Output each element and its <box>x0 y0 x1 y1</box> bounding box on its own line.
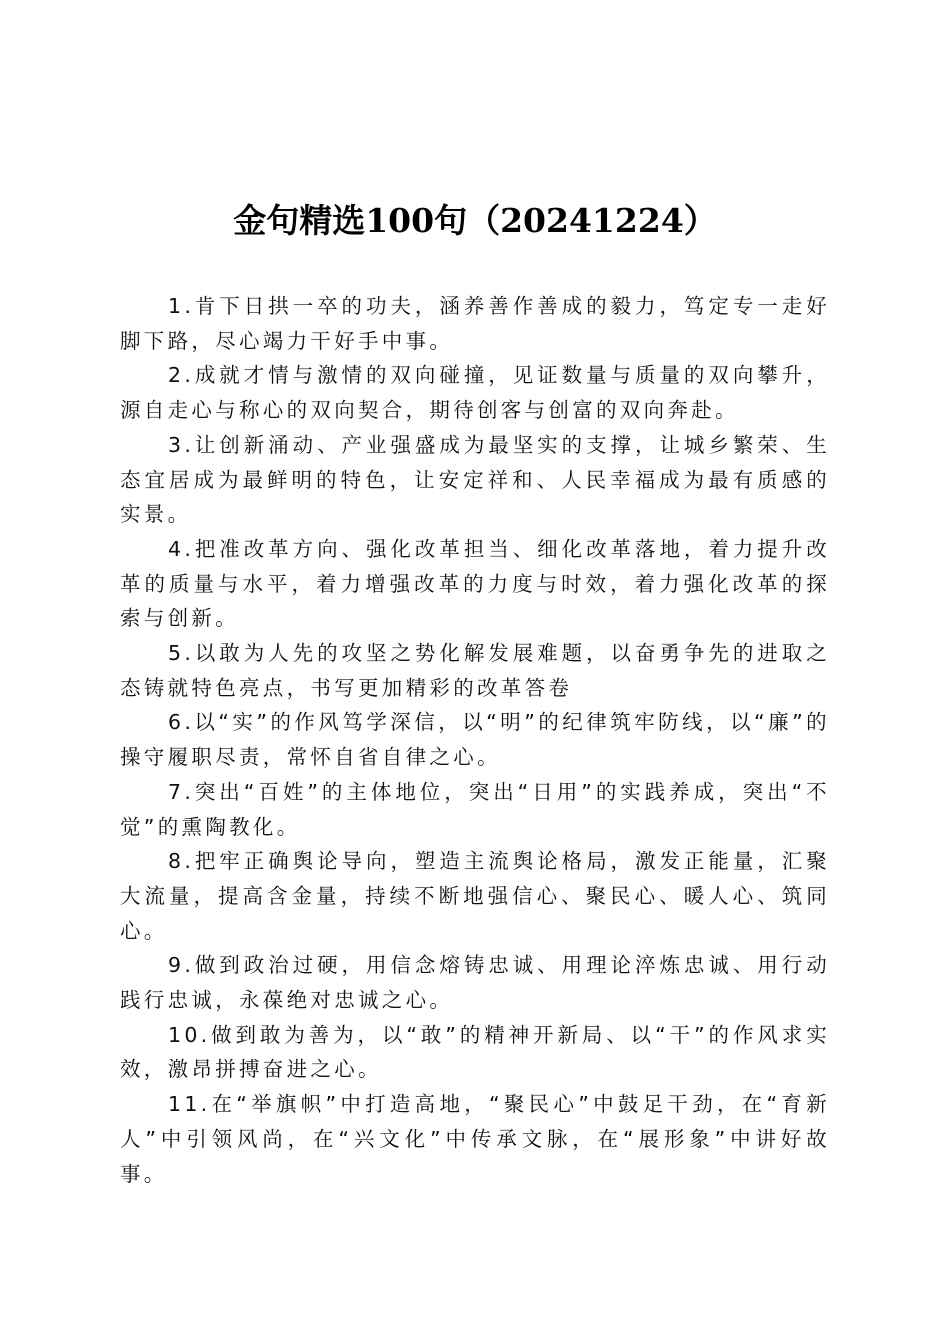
paragraph-10: 10.做到敢为善为，以“敢”的精神开新局、以“干”的作风求实效，激昂拼搏奋进之心。 <box>120 1022 830 1082</box>
paragraph-8: 8.把牢正确舆论导向，塑造主流舆论格局，激发正能量，汇聚大流量，提高含金量，持续不断地强信心、聚民心、暖人心、筑同心。 <box>120 849 830 943</box>
paragraph-7: 7.突出“百姓”的主体地位，突出“日用”的实践养成，突出“不觉”的熏陶教化。 <box>120 779 830 839</box>
paragraph-3: 3.让创新涌动、产业强盛成为最坚实的支撑，让城乡繁荣、生态宜居成为最鲜明的特色，让安定祥和、人民幸福成为最有质感的实景。 <box>120 432 830 527</box>
paragraph-1: 1.肯下日拱一卒的功夫，涵养善作善成的毅力，笃定专一走好脚下路，尽心竭力干好手中事。 <box>120 294 830 353</box>
paragraph-4: 4.把准改革方向、强化改革担当、细化改革落地，着力提升改革的质量与水平，着力增强改革的力度与时效，着力强化改革的探索与创新。 <box>120 536 830 631</box>
paragraph-2: 2.成就才情与激情的双向碰撞，见证数量与质量的双向攀升，源自走心与称心的双向契合，期待创客与创富的双向奔赴。 <box>120 363 830 423</box>
paragraph-5: 5.以敢为人先的攻坚之势化解发展难题，以奋勇争先的进取之态铸就特色亮点，书写更加精彩的改革答卷 <box>120 641 830 700</box>
document-title: 金句精选100句（20241224） <box>233 201 717 240</box>
paragraph-9: 9.做到政治过硬，用信念熔铸忠诚、用理论淬炼忠诚、用行动践行忠诚，永葆绝对忠诚之心。 <box>120 953 830 1013</box>
paragraph-6: 6.以“实”的作风笃学深信，以“明”的纪律筑牢防线，以“廉”的操守履职尽责，常怀自省自律之心。 <box>120 710 830 770</box>
paragraph-11: 11.在“举旗帜”中打造高地，“聚民心”中鼓足干劲，在“育新人”中引领风尚，在“兴文化”中传承文脉，在“展形象”中讲好故事。 <box>120 1092 830 1186</box>
document-body <box>120 289 830 1191</box>
